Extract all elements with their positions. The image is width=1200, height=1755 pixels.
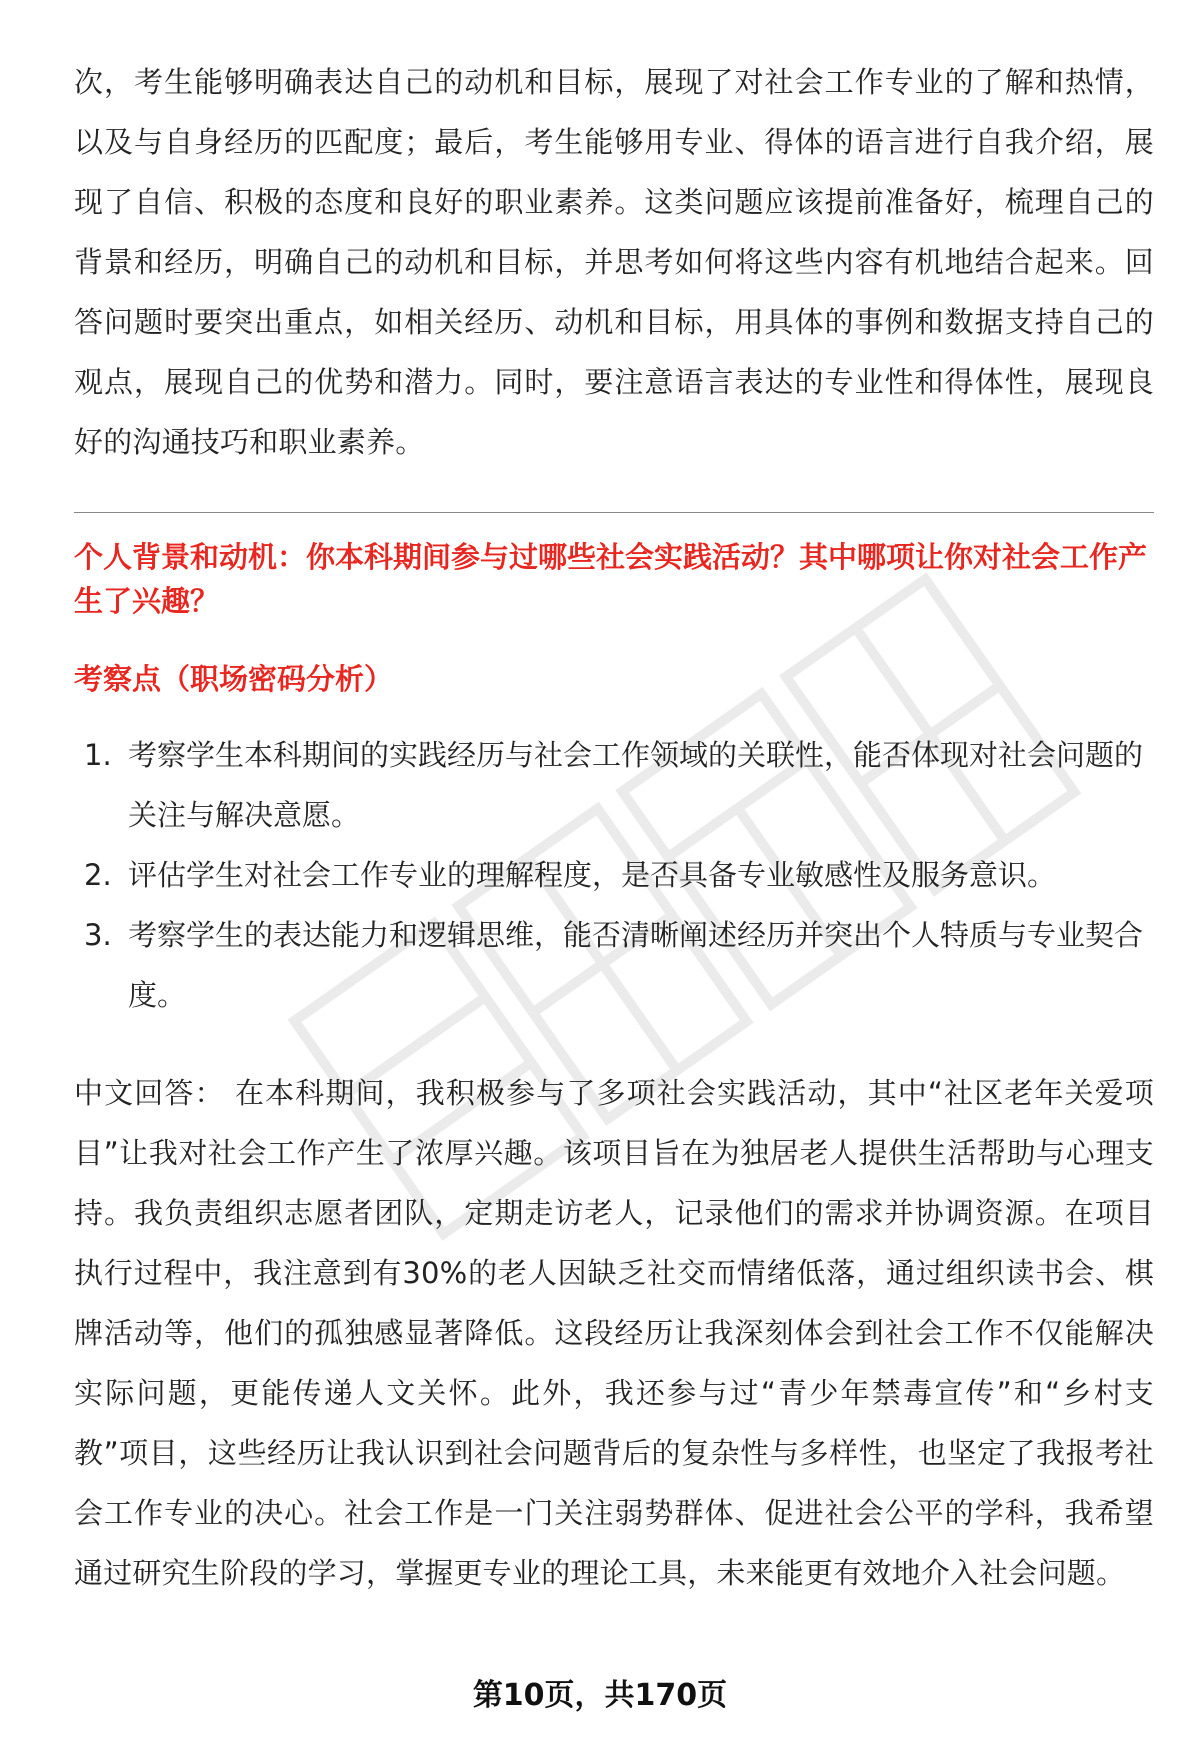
list-number: 2. (84, 858, 112, 892)
list-item (74, 725, 1154, 845)
section-divider (74, 512, 1154, 513)
intro-paragraph: 次，考生能够明确表达自己的动机和目标，展现了对社会工作专业的了解和热情，以及与自身经历的匹配度；最后，考生能够用专业、得体的语言进行自我介绍，展现了自信、积极的态度和良好的职业素养。这类问题应该提前准备好，梳理自己的背景和经历，明确自己的动机和目标，并思考如何将这些内容有机地结合起来。回答问题时要突出重点，如相关经历、动机和目标，用具体的事例和数据支持自己的观点，展现自己的优势和潜力。同时，要注意语言表达的专业性和得体性，展现良好的沟通技巧和职业素养。 (74, 65, 1154, 459)
list-number: 1. (84, 738, 112, 772)
list-item-text: 考察学生的表达能力和逻辑思维，能否清晰阐述经历并突出个人特质与专业契合度。 (128, 918, 1144, 1012)
list-number: 3. (84, 918, 112, 952)
answer-paragraph: 中文回答： 在本科期间，我积极参与了多项社会实践活动，其中“社区老年关爱项目”让我对社会工作产生了浓厚兴趣。该项目旨在为独居老人提供生活帮助与心理支持。我负责组织志愿者团队，定期走访老人，记录他们的需求并协调资源。在项目执行过程中，我注意到有30%的老人因缺乏社交而情绪低落，通过组织读书会、棋牌活动等，他们的孤独感显著降低。这段经历让我深刻体会到社会工作不仅能解决实际问题，更能传递人文关怀。此外，我还参与过“青少年禁毒宣传”和“乡村支教”项目，这些经历让我认识到社会问题背后的复杂性与多样性，也坚定了我报考社会工作专业的决心。社会工作是一门关注弱势群体、促进社会公平的学科，我希望通过研究生阶段的学习，掌握更专业的理论工具，未来能更有效地介入社会问题。 (74, 1076, 1154, 1590)
question-heading: 个人背景和动机：你本科期间参与过哪些社会实践活动？其中哪项让你对社会工作产生了兴趣？ (74, 540, 1148, 618)
page-footer: 第10页，共170页 (472, 1678, 728, 1713)
points-list (74, 725, 1154, 1025)
list-item (74, 845, 1154, 905)
list-item-text: 考察学生本科期间的实践经历与社会工作领域的关联性，能否体现对社会问题的关注与解决意愿。 (128, 738, 1144, 832)
page-content (74, 52, 1154, 1603)
list-item-text: 评估学生对社会工作专业的理解程度，是否具备专业敏感性及服务意识。 (128, 858, 1057, 892)
point-title: 考察点（职场密码分析） (74, 662, 394, 696)
list-item (74, 905, 1154, 1025)
